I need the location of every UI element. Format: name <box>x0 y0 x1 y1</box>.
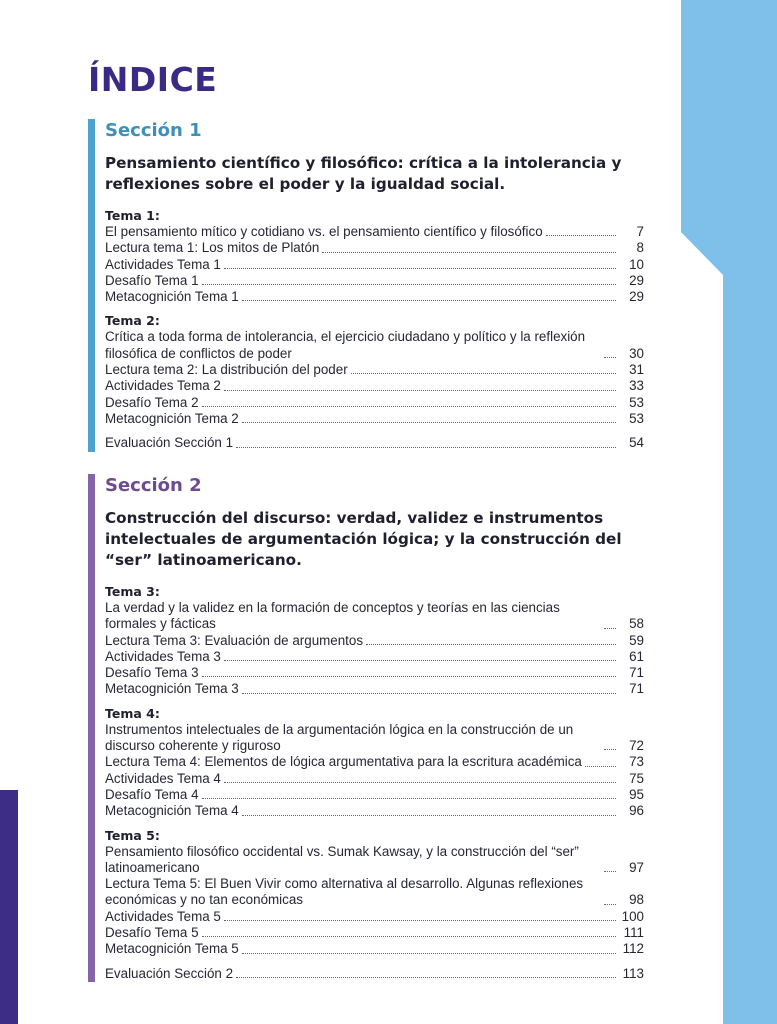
entry-page: 54 <box>629 435 644 451</box>
dot-leader <box>242 693 616 694</box>
section-label: Sección 1 <box>105 120 202 141</box>
entry-title: Desafío Tema 3 <box>105 665 199 681</box>
entry-title: Actividades Tema 4 <box>105 770 221 786</box>
entry-page: 29 <box>629 289 644 305</box>
dot-leader <box>236 977 616 978</box>
entry-page: 58 <box>629 616 644 632</box>
tema-block <box>105 828 644 958</box>
tema-label: Tema 3: <box>105 584 160 599</box>
toc-entry[interactable] <box>105 378 644 394</box>
section-heading: Pensamiento científico y filosófico: crítica a la intolerancia y reflexiones sobre el poder y la igualdad social. <box>105 154 622 193</box>
toc-entry[interactable] <box>105 600 644 633</box>
dot-leader <box>202 936 616 937</box>
dot-leader <box>366 644 616 645</box>
entry-page: 100 <box>621 908 644 924</box>
tema-block <box>105 208 644 305</box>
dot-leader <box>322 252 616 253</box>
entry-page: 96 <box>629 803 644 819</box>
entry-title: Instrumentos intelectuales de la argumentación lógica en la construcción de un discurso coherente y riguroso <box>105 721 574 754</box>
entry-page: 8 <box>636 240 644 256</box>
entry-page: 113 <box>622 965 644 981</box>
dot-leader <box>202 406 616 407</box>
section-1 <box>88 119 644 452</box>
entry-title: Metacognición Tema 1 <box>105 289 239 305</box>
tema-block <box>105 706 644 820</box>
entry-page: 61 <box>629 648 644 664</box>
right-decorative-band <box>681 0 777 1024</box>
dot-leader <box>202 676 616 677</box>
entry-page: 111 <box>623 925 644 941</box>
dot-leader <box>604 628 616 629</box>
toc-entry[interactable] <box>105 925 644 941</box>
entry-page: 31 <box>629 362 644 378</box>
entry-title: Metacognición Tema 3 <box>105 681 239 697</box>
toc-entry[interactable] <box>105 411 644 427</box>
tema-label: Tema 4: <box>105 705 160 721</box>
dot-leader <box>224 920 616 921</box>
toc-entry[interactable] <box>105 273 644 289</box>
toc-entry[interactable] <box>105 665 644 681</box>
entry-title: Lectura tema 2: La distribución del poder <box>105 362 348 378</box>
entry-page: 30 <box>629 345 644 361</box>
evaluation-entry[interactable] <box>105 435 644 451</box>
toc-entry[interactable] <box>105 633 644 649</box>
entry-page: 73 <box>629 754 644 770</box>
entry-page: 112 <box>622 941 644 957</box>
entry-page: 53 <box>629 410 644 426</box>
dot-leader <box>236 447 616 448</box>
toc-entry[interactable] <box>105 803 644 819</box>
tema-block <box>105 313 644 427</box>
entry-page: 33 <box>629 378 644 394</box>
entry-page: 53 <box>629 394 644 410</box>
entry-title: Lectura Tema 5: El Buen Vivir como alternativa al desarrollo. Algunas reflexiones económicas y no tan económicas <box>105 876 584 908</box>
toc-entry[interactable] <box>105 787 644 803</box>
entry-title: El pensamiento mítico y cotidiano vs. el pensamiento científico y filosófico <box>105 224 543 239</box>
entry-title: Desafío Tema 1 <box>105 272 199 288</box>
toc-entry[interactable] <box>105 844 644 877</box>
entry-page: 97 <box>629 859 644 875</box>
entry-title: Actividades Tema 3 <box>105 648 221 664</box>
dot-leader <box>224 390 616 391</box>
entry-page: 95 <box>629 786 644 802</box>
toc-entry[interactable] <box>105 722 644 755</box>
entry-page: 72 <box>629 738 644 754</box>
dot-leader <box>604 904 616 905</box>
toc-entry[interactable] <box>105 771 644 787</box>
entry-title: Lectura Tema 4: Elementos de lógica argumentativa para la escritura académica <box>105 754 582 770</box>
toc-entry[interactable] <box>105 329 644 362</box>
entry-title: Metacognición Tema 4 <box>105 803 239 819</box>
evaluation-entry[interactable] <box>105 966 644 982</box>
entry-title: Metacognición Tema 2 <box>105 410 239 426</box>
tema-label: Tema 1: <box>105 208 160 223</box>
dot-leader <box>604 749 616 750</box>
entry-page: 10 <box>629 256 644 272</box>
entry-page: 75 <box>629 770 644 786</box>
toc-entry[interactable] <box>105 289 644 305</box>
entry-title: Crítica a toda forma de intolerancia, el ejercicio ciudadano y político y la reflexión filosófica de conflictos de poder <box>105 329 586 361</box>
toc-entry[interactable] <box>105 224 644 240</box>
toc-entry[interactable] <box>105 909 644 925</box>
tema-label: Tema 5: <box>105 827 160 843</box>
entry-page: 29 <box>629 272 644 288</box>
dot-leader <box>242 953 616 954</box>
entry-title: Metacognición Tema 5 <box>105 941 239 957</box>
dot-leader <box>604 871 616 872</box>
toc-entry[interactable] <box>105 649 644 665</box>
dot-leader <box>546 235 616 236</box>
entry-title: Actividades Tema 5 <box>105 908 221 924</box>
toc-entry[interactable] <box>105 257 644 273</box>
page-title: ÍNDICE <box>88 60 218 99</box>
entry-title: Desafío Tema 4 <box>105 786 199 802</box>
section-2 <box>88 474 644 982</box>
dot-leader <box>585 766 616 767</box>
toc-entry[interactable] <box>105 681 644 697</box>
entry-title: Desafío Tema 2 <box>105 394 199 410</box>
entry-title: Evaluación Sección 1 <box>105 435 234 451</box>
dot-leader <box>202 284 616 285</box>
entry-page: 71 <box>629 681 644 697</box>
toc-entry[interactable] <box>105 362 644 378</box>
entry-title: Lectura tema 1: Los mitos de Platón <box>105 240 320 256</box>
dot-leader <box>242 300 616 301</box>
entry-title: La verdad y la validez en la formación de conceptos y teorías en las ciencias formales y fácticas <box>105 600 560 632</box>
entry-title: Lectura Tema 3: Evaluación de argumentos <box>105 632 364 648</box>
toc-entry[interactable] <box>105 395 644 411</box>
entry-title: Pensamiento filosófico occidental vs. Sumak Kawsay, y la construcción del “ser” latinoamericano <box>105 843 579 875</box>
dot-leader <box>224 660 616 661</box>
toc-entry[interactable] <box>105 941 644 957</box>
entry-page: 7 <box>636 224 644 239</box>
entry-title: Actividades Tema 1 <box>105 256 221 272</box>
entry-page: 59 <box>629 632 644 648</box>
entry-title: Actividades Tema 2 <box>105 378 221 394</box>
tema-block <box>105 584 644 698</box>
dot-leader <box>604 357 616 358</box>
tema-label: Tema 2: <box>105 313 160 329</box>
entry-title: Evaluación Sección 2 <box>105 965 234 981</box>
left-decorative-band <box>0 790 18 1024</box>
dot-leader <box>224 782 616 783</box>
section-label: Sección 2 <box>105 475 202 496</box>
entry-title: Desafío Tema 5 <box>105 925 199 941</box>
toc-entry[interactable] <box>105 240 644 256</box>
dot-leader <box>351 373 616 374</box>
entry-page: 98 <box>629 892 644 908</box>
dot-leader <box>242 815 616 816</box>
entry-page: 71 <box>629 665 644 681</box>
toc-entry[interactable] <box>105 876 644 909</box>
dot-leader <box>202 798 616 799</box>
dot-leader <box>242 422 616 423</box>
toc-entry[interactable] <box>105 754 644 770</box>
dot-leader <box>224 268 616 269</box>
section-heading: Construcción del discurso: verdad, validez e instrumentos intelectuales de argumentación lógica; y la construcción del “ser” latinoamericano. <box>105 509 622 569</box>
